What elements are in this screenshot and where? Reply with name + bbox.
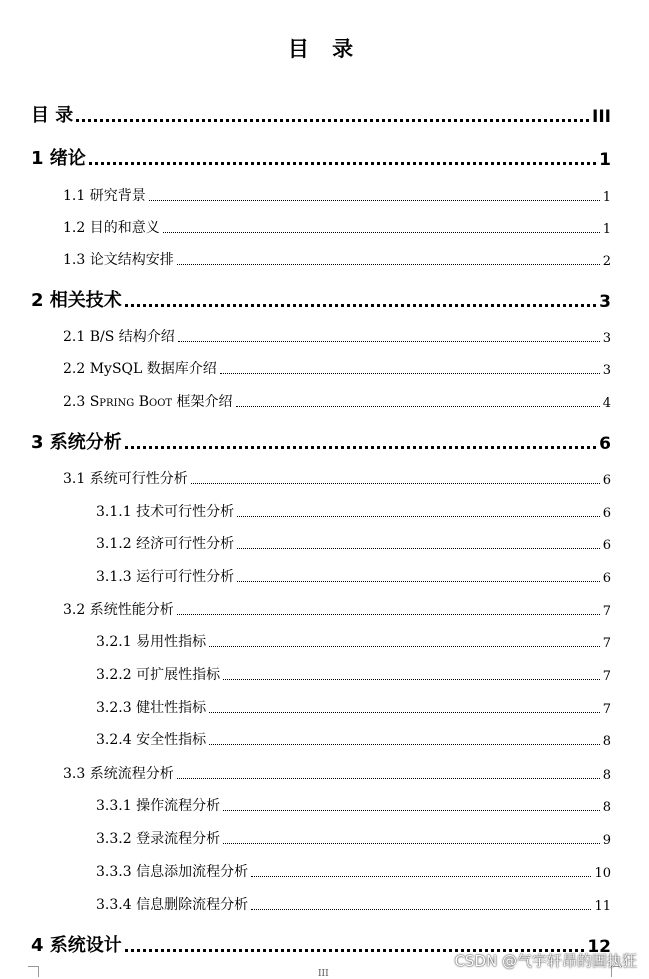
toc-page-number: 6 — [599, 434, 611, 454]
toc-page-number: 10 — [594, 866, 611, 881]
toc-label: 3.1.3 运行可行性分析 — [96, 569, 235, 585]
toc-entry-3-3-3[interactable] — [96, 859, 611, 881]
toc-entry-3-2-1[interactable] — [96, 629, 611, 651]
dot-leader — [236, 406, 600, 407]
dot-leader — [220, 373, 600, 374]
toc-label: 3.3.1 操作流程分析 — [96, 798, 221, 814]
toc-page-number: 12 — [587, 937, 611, 957]
toc-entry-3-3-2[interactable] — [96, 826, 611, 848]
page-corner-mark-left — [28, 966, 39, 977]
toc-page-number: III — [592, 107, 611, 127]
dot-leader — [209, 744, 600, 745]
toc-page-number: 9 — [602, 833, 611, 848]
toc-entry-3-1-2[interactable] — [96, 531, 611, 553]
toc-page-number: 7 — [602, 669, 611, 684]
toc-entry-chapter-1[interactable] — [31, 140, 611, 170]
dot-leader — [237, 548, 600, 549]
toc-page-number: 11 — [594, 899, 611, 914]
toc-page-number: 1 — [602, 190, 611, 205]
dot-leader — [237, 516, 600, 517]
toc-label: 3.2.1 易用性指标 — [96, 634, 207, 650]
toc-page-number: 3 — [602, 363, 611, 378]
toc-page-number: 6 — [602, 571, 611, 586]
dot-leader — [209, 712, 600, 713]
dot-leader — [223, 810, 600, 811]
toc-label: 3.3.2 登录流程分析 — [96, 831, 221, 847]
toc-entry-1-3[interactable] — [63, 247, 611, 269]
dot-leader — [251, 909, 591, 910]
toc-entry-2-1[interactable] — [63, 324, 611, 346]
toc-entry-chapter-3[interactable] — [31, 424, 611, 454]
toc-entry-3-2[interactable] — [63, 597, 611, 619]
toc-page-number: 7 — [602, 604, 611, 619]
toc-label: 1.1 研究背景 — [63, 188, 146, 204]
toc-label: 1 绪论 — [31, 148, 86, 169]
toc-label: 目 录 — [31, 105, 74, 126]
dot-leader — [223, 679, 600, 680]
toc-entry-3-3[interactable] — [63, 761, 611, 783]
toc-entry-3-1[interactable] — [63, 466, 611, 488]
toc-label: 3.1.1 技术可行性分析 — [96, 504, 235, 520]
toc-entry-3-1-3[interactable] — [96, 564, 611, 586]
toc-label: 2.2 MySQL 数据库介绍 — [63, 361, 217, 377]
toc-page-number: 1 — [599, 150, 611, 170]
dot-leader — [177, 614, 600, 615]
toc-label: 3.1 系统可行性分析 — [63, 471, 188, 487]
toc-label: 3.2 系统性能分析 — [63, 602, 174, 618]
toc-page-number: 4 — [602, 396, 611, 411]
toc-label: 2.3 Spring Boot 框架介绍 — [63, 394, 233, 410]
toc-label: 2.1 B/S 结构介绍 — [63, 329, 175, 345]
dot-leader — [149, 200, 600, 201]
dot-leader — [209, 646, 600, 647]
dot-leader — [177, 778, 600, 779]
toc-entry-contents[interactable] — [31, 97, 611, 127]
dot-leader — [237, 581, 600, 582]
dot-leader — [177, 264, 600, 265]
toc-label: 2 相关技术 — [31, 290, 122, 311]
dot-leader — [163, 232, 600, 233]
toc-page-number: 7 — [602, 702, 611, 717]
toc-entry-3-2-3[interactable] — [96, 695, 611, 717]
footer-page-number: III — [318, 969, 329, 979]
dot-leader — [251, 876, 591, 877]
dot-leader — [191, 483, 600, 484]
toc-label: 3.2.3 健壮性指标 — [96, 700, 207, 716]
dot-leader — [89, 162, 596, 165]
toc-label: 3.3.3 信息添加流程分析 — [96, 864, 249, 880]
toc-page-number: 8 — [602, 800, 611, 815]
toc-label: 3.2.4 安全性指标 — [96, 732, 207, 748]
toc-entry-1-2[interactable] — [63, 215, 611, 237]
dot-leader — [76, 119, 589, 122]
toc-entry-3-3-4[interactable] — [96, 892, 611, 914]
toc-label: 4 系统设计 — [31, 935, 122, 956]
toc-page-number: 8 — [602, 768, 611, 783]
toc-entry-3-1-1[interactable] — [96, 499, 611, 521]
toc-page-number: 6 — [602, 538, 611, 553]
toc-page-number: 8 — [602, 734, 611, 749]
watermark: CSDN @气宇轩昂的固执狂 — [454, 952, 637, 970]
toc-label: 1.3 论文结构安排 — [63, 252, 174, 268]
page-title: 目 录 — [287, 37, 362, 61]
toc-label: 1.2 目的和意义 — [63, 220, 160, 236]
toc-entry-chapter-2[interactable] — [31, 282, 611, 312]
toc-label: 3.1.2 经济可行性分析 — [96, 536, 235, 552]
toc-entry-2-2[interactable] — [63, 356, 611, 378]
toc-page-number: 2 — [602, 254, 611, 269]
dot-leader — [125, 304, 596, 307]
dot-leader — [223, 843, 600, 844]
dot-leader — [125, 446, 596, 449]
toc-page-number: 6 — [602, 473, 611, 488]
toc-page-number: 1 — [602, 222, 611, 237]
toc-entry-3-3-1[interactable] — [96, 793, 611, 815]
toc-entry-1-1[interactable] — [63, 183, 611, 205]
toc-label: 3.3.4 信息删除流程分析 — [96, 897, 249, 913]
toc-page-number: 3 — [599, 292, 611, 312]
dot-leader — [178, 341, 600, 342]
toc-page-number: 3 — [602, 331, 611, 346]
toc-label: 3 系统分析 — [31, 432, 122, 453]
toc-entry-3-2-4[interactable] — [96, 727, 611, 749]
toc-page-number: 7 — [602, 636, 611, 651]
toc-entry-3-2-2[interactable] — [96, 662, 611, 684]
toc-label: 3.3 系统流程分析 — [63, 766, 174, 782]
toc-entry-2-3[interactable] — [63, 389, 611, 411]
toc-label: 3.2.2 可扩展性指标 — [96, 667, 221, 683]
toc-page-number: 6 — [602, 506, 611, 521]
